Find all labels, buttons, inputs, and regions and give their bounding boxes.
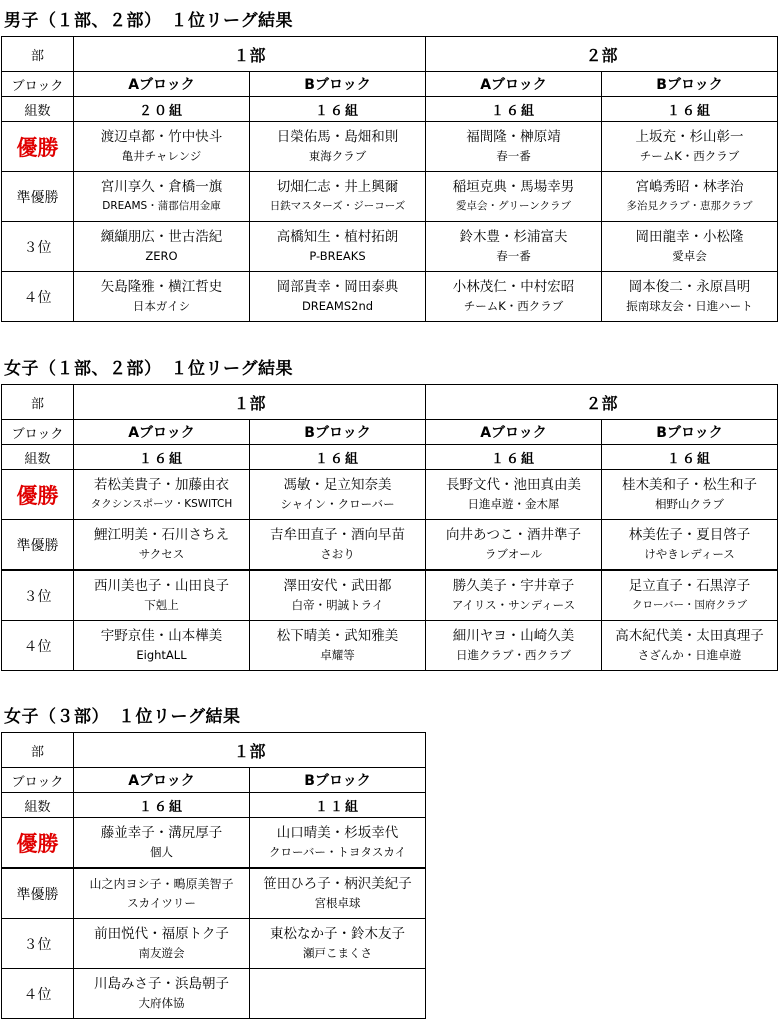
club-name: 春一番: [496, 249, 531, 263]
club-name: 日鉄マスターズ・ジーコーズ: [269, 200, 406, 212]
pair-names: 宇野京佳・山本樺美: [100, 628, 223, 644]
team-count: １６組: [250, 97, 426, 122]
division-2-header: ２部: [426, 37, 778, 72]
result-cell: [426, 122, 602, 172]
pair-names: 松下晴美・武知雅美: [276, 628, 399, 644]
pair-names: 吉牟田直子・酒向早苗: [270, 527, 405, 543]
result-cell: [250, 868, 426, 919]
result-row-third: [2, 222, 778, 272]
club-name: EightALL: [136, 648, 187, 662]
club-name: さざんか・日進卓遊: [637, 648, 742, 662]
pair-names: 若松美貴子・加藤由衣: [94, 477, 229, 493]
division-label: 部: [2, 37, 74, 72]
team-count: １６組: [426, 445, 602, 470]
pair-names: 宮川享久・倉橋一旗: [100, 179, 223, 195]
third-place-label: ３位: [2, 919, 74, 969]
club-name: けやきレディース: [644, 547, 735, 561]
block-header: Bブロック: [250, 420, 426, 445]
result-cell: [74, 621, 250, 671]
count-label: 組数: [2, 793, 74, 818]
women-3-results-table: [1, 732, 426, 1019]
result-cell: [250, 621, 426, 671]
result-cell: [74, 969, 250, 1019]
club-name: 個人: [150, 845, 173, 859]
team-count: １６組: [74, 445, 250, 470]
winner-label: 優勝: [2, 122, 74, 172]
club-name: クローバー・トヨタスカイ: [268, 845, 407, 859]
club-name: チームK・西クラブ: [463, 299, 564, 313]
club-name: 南友遊会: [138, 946, 185, 960]
result-cell: [74, 272, 250, 322]
block-header: Aブロック: [426, 420, 602, 445]
division-label: 部: [2, 385, 74, 420]
result-cell: [250, 520, 426, 571]
result-cell: [250, 222, 426, 272]
club-name: DREAMS2nd: [301, 299, 374, 313]
result-row-winner: [2, 470, 778, 520]
division-1-header: １部: [74, 385, 426, 420]
club-name: 日進クラブ・西クラブ: [456, 648, 571, 662]
pair-names: 足立直子・石黒淳子: [628, 578, 751, 594]
team-count: １６組: [602, 97, 778, 122]
block-header: Aブロック: [74, 420, 250, 445]
pair-names: 笹田ひろ子・柄沢美紀子: [263, 876, 412, 892]
result-cell: [74, 520, 250, 571]
club-name: 相野山クラブ: [655, 497, 724, 511]
club-name: 東海クラブ: [308, 149, 367, 163]
club-name: タクシンスポーツ・KSWITCH: [90, 498, 233, 510]
pair-names: 山之内ヨシ子・鴫原美智子: [89, 877, 234, 891]
club-name: サクセス: [138, 547, 185, 561]
result-cell-empty: [250, 969, 426, 1019]
count-label: 組数: [2, 97, 74, 122]
result-row-fourth: [2, 272, 778, 322]
club-name: 大府体協: [138, 996, 185, 1010]
club-name: ラブオール: [484, 547, 543, 561]
header-row-block: [2, 72, 778, 97]
third-place-label: ３位: [2, 222, 74, 272]
header-row-division: [2, 385, 778, 420]
pair-names: 岡本俊二・永原昌明: [628, 279, 751, 295]
result-cell: [426, 222, 602, 272]
result-row-runner-up: [2, 520, 778, 571]
pair-names: 山口晴美・杉坂幸代: [276, 825, 399, 841]
pair-names: 鯉江明美・石川さちえ: [94, 527, 229, 543]
club-name: アイリス・サンディース: [451, 598, 576, 612]
pair-names: 向井あつこ・酒井準子: [446, 527, 581, 543]
runner-up-label: 準優勝: [2, 172, 74, 222]
team-count: １１組: [250, 793, 426, 818]
club-name: 春一番: [496, 149, 531, 163]
club-name: 多治見クラブ・恵那クラブ: [626, 200, 753, 212]
pair-names: 岡田龍幸・小松隆: [635, 229, 744, 245]
result-cell: [74, 570, 250, 621]
result-cell: [74, 222, 250, 272]
block-header: Bブロック: [250, 72, 426, 97]
result-cell: [426, 570, 602, 621]
result-row-runner-up: [2, 172, 778, 222]
pair-names: 高橋知生・植村拓朗: [276, 229, 399, 245]
result-cell: [250, 122, 426, 172]
club-name: スカイツリー: [127, 896, 196, 910]
pair-names: 勝久美子・宇井章子: [452, 578, 575, 594]
block-header: Bブロック: [602, 420, 778, 445]
result-row-winner: [2, 818, 426, 869]
club-name: さおり: [320, 547, 355, 561]
pair-names: 長野文代・池田真由美: [446, 477, 581, 493]
division-1-header: １部: [74, 733, 426, 768]
pair-names: 林美佐子・夏目啓子: [628, 527, 751, 543]
pair-names: 前田悦代・福原トク子: [94, 926, 229, 942]
result-cell: [602, 470, 778, 520]
pair-names: 小林茂仁・中村宏昭: [452, 279, 575, 295]
block-header: Aブロック: [426, 72, 602, 97]
pair-names: 澤田安代・武田都: [283, 578, 392, 594]
pair-names: 馮敏・足立知奈美: [283, 477, 392, 493]
result-row-winner: [2, 122, 778, 172]
club-name: 日本ガイシ: [132, 299, 191, 313]
result-cell: [250, 570, 426, 621]
result-cell: [602, 570, 778, 621]
block-header: Aブロック: [74, 72, 250, 97]
result-cell: [602, 272, 778, 322]
result-row-fourth: [2, 969, 426, 1019]
pair-names: 日榮佑馬・島畑和則: [276, 129, 399, 145]
result-cell: [74, 172, 250, 222]
result-cell: [250, 272, 426, 322]
block-header: Bブロック: [250, 768, 426, 793]
team-count: ２０組: [74, 97, 250, 122]
result-cell: [602, 172, 778, 222]
result-cell: [250, 172, 426, 222]
result-cell: [426, 272, 602, 322]
fourth-place-label: ４位: [2, 272, 74, 322]
result-row-third: [2, 919, 426, 969]
winner-label: 優勝: [2, 470, 74, 520]
pair-names: 岡部貴幸・岡田泰典: [276, 279, 399, 295]
result-cell: [602, 222, 778, 272]
result-cell: [426, 520, 602, 571]
women-3-section-title: 女子（３部） １位リーグ結果: [4, 707, 241, 727]
result-cell: [250, 818, 426, 869]
division-2-header: ２部: [426, 385, 778, 420]
runner-up-label: 準優勝: [2, 868, 74, 919]
result-cell: [602, 122, 778, 172]
pair-names: 鈴木豊・杉浦富夫: [459, 229, 568, 245]
header-row-division: [2, 733, 426, 768]
result-cell: [602, 520, 778, 571]
club-name: P-BREAKS: [309, 249, 366, 263]
header-row-count: [2, 445, 778, 470]
club-name: 愛卓会: [672, 249, 707, 263]
pair-names: 東松なか子・鈴木友子: [270, 926, 405, 942]
pair-names: 上坂充・杉山彰一: [635, 129, 744, 145]
result-row-third: [2, 570, 778, 621]
pair-names: 高木紀代美・太田真理子: [615, 628, 764, 644]
club-name: 愛卓会・グリーンクラブ: [455, 200, 572, 212]
pair-names: 桂木美和子・松生和子: [622, 477, 757, 493]
men-results-table: [1, 36, 778, 322]
result-cell: [74, 818, 250, 869]
pair-names: 細川ヤヨ・山崎久美: [452, 628, 575, 644]
count-label: 組数: [2, 445, 74, 470]
pair-names: 矢島隆雅・横江哲史: [100, 279, 223, 295]
result-cell: [74, 122, 250, 172]
women-12-section-title: 女子（１部、２部） １位リーグ結果: [4, 359, 293, 379]
team-count: １６組: [250, 445, 426, 470]
fourth-place-label: ４位: [2, 621, 74, 671]
result-cell: [74, 868, 250, 919]
club-name: 瀬戸こまくさ: [303, 946, 372, 960]
block-header: Bブロック: [602, 72, 778, 97]
pair-names: 稲垣克典・馬場幸男: [452, 179, 575, 195]
result-row-runner-up: [2, 868, 426, 919]
club-name: チームK・西クラブ: [639, 149, 740, 163]
pair-names: 纐纈朋広・世古浩紀: [100, 229, 223, 245]
team-count: １６組: [426, 97, 602, 122]
club-name: 卓耀等: [320, 648, 355, 662]
women-12-results-table: [1, 384, 778, 671]
team-count: １６組: [602, 445, 778, 470]
club-name: 宮根卓球: [314, 896, 361, 910]
pair-names: 切畑仁志・井上興爾: [276, 179, 399, 195]
result-cell: [74, 470, 250, 520]
pair-names: 福間隆・榊原靖: [466, 129, 561, 145]
result-cell: [426, 470, 602, 520]
division-label: 部: [2, 733, 74, 768]
result-cell: [426, 172, 602, 222]
block-label: ブロック: [2, 768, 74, 793]
header-row-block: [2, 768, 426, 793]
header-row-count: [2, 793, 426, 818]
header-row-count: [2, 97, 778, 122]
result-row-fourth: [2, 621, 778, 671]
result-cell: [250, 919, 426, 969]
header-row-block: [2, 420, 778, 445]
pair-names: 川島みさ子・浜島朝子: [94, 976, 229, 992]
result-cell: [602, 621, 778, 671]
club-name: DREAMS・蒲郡信用金庫: [102, 200, 221, 212]
club-name: 亀井チャレンジ: [121, 149, 202, 163]
runner-up-label: 準優勝: [2, 520, 74, 571]
club-name: 日進卓遊・金木犀: [467, 497, 560, 511]
result-cell: [426, 621, 602, 671]
pair-names: 西川美也子・山田良子: [94, 578, 229, 594]
third-place-label: ３位: [2, 570, 74, 621]
result-cell: [250, 470, 426, 520]
block-header: Aブロック: [74, 768, 250, 793]
pair-names: 宮嶋秀昭・林孝治: [635, 179, 744, 195]
club-name: クローバー・国府クラブ: [632, 599, 747, 611]
fourth-place-label: ４位: [2, 969, 74, 1019]
club-name: ZERO: [145, 249, 178, 263]
pair-names: 渡辺卓都・竹中快斗: [100, 129, 223, 145]
club-name: 下剋上: [144, 598, 179, 612]
block-label: ブロック: [2, 420, 74, 445]
pair-names: 藤並幸子・溝尻厚子: [100, 825, 223, 841]
division-1-header: １部: [74, 37, 426, 72]
block-label: ブロック: [2, 72, 74, 97]
result-cell: [74, 919, 250, 969]
club-name: シャイン・クローバー: [280, 497, 395, 511]
team-count: １６組: [74, 793, 250, 818]
men-section-title: 男子（１部、２部） １位リーグ結果: [4, 11, 293, 31]
winner-label: 優勝: [2, 818, 74, 869]
club-name: 白帝・明誠トライ: [291, 598, 384, 612]
header-row-division: [2, 37, 778, 72]
club-name: 振南球友会・日進ハート: [626, 299, 753, 313]
